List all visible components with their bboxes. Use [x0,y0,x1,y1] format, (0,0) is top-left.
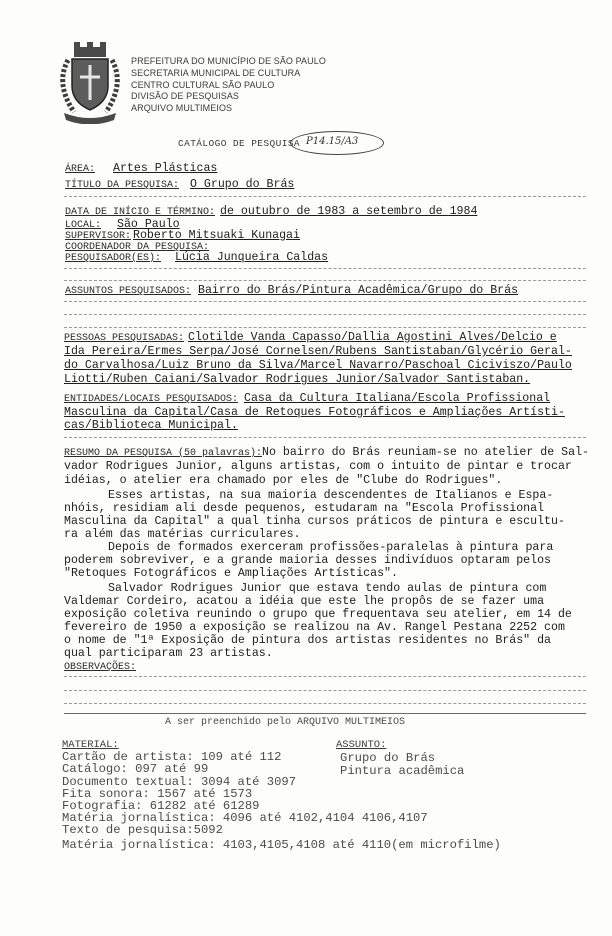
entidades-line: cas/Biblioteca Municipal. [64,419,238,432]
resumo-line: vador Rodrigues Junior, alguns artistas, com o intuito de pintar e trocar [64,460,572,473]
header-line-centro-cultural: CENTRO CULTURAL SÃO PAULO [131,80,275,90]
assunto-item: Grupo do Brás [340,751,436,765]
area-label: ÁREA: [65,164,96,175]
supervisor-label: SUPERVISOR: [65,231,132,242]
resumo-line: Valdemar Cordeiro, acatou a idéia que este lhe propôs de se fazer uma [64,595,545,608]
assuntos-value: Bairro do Brás/Pintura Acadêmica/Grupo do Brás [198,284,519,297]
data-value: de outubro de 1983 a setembro de 1984 [220,205,478,218]
material-item: Fotografia: 61282 até 61289 [62,799,260,813]
resumo-line: nhóis, residiam ali desde pequenos, estudaram na "Escola Profissional [64,502,545,515]
pesquisadores-value: Lúcia Junqueira Caldas [175,251,329,264]
coordenador-label: COORDENADOR DA PESQUISA: [65,242,210,253]
form-rule [64,280,586,281]
seal-ribbon [64,113,116,124]
pessoas-line: do Carvalhosa/Luiz Bruno da Silva/Marcel Navarro/Paschoal Ciciviszo/Paulo [64,359,572,372]
section-divider [64,713,586,714]
material-item: Documento textual: 3094 até 3097 [62,775,297,789]
header-line-prefeitura: PREFEITURA DO MUNICÍPIO DE SÃO PAULO [131,56,326,66]
resumo-line: exposição coletiva reunindo o grupo que frequentava seu atelier, em 14 de [64,608,572,621]
resumo-line: idéias, o atelier era chamado por eles de "Clube do Rodrigues". [64,474,503,487]
resumo-line: fevereiro de 1950 a exposição se realizou na Av. Rangel Pestana 2252 com [64,621,565,634]
pessoas-line: Ida Pereira/Ermes Serpa/José Cornelsen/Rubens Santistaban/Glycério Geral- [64,345,572,358]
local-value: São Paulo [117,218,180,231]
entidades-line: Masculina da Capital/Casa de Retoques Fotográficos e Ampliações Artísti- [64,406,565,419]
material-item: Fita sonora: 1567 até 1573 [62,787,253,801]
resumo-line: o nome de "1ª Exposição de pintura dos artistas residentes no Brás" da [64,634,552,647]
assunto-item: Pintura acadêmica [340,764,465,778]
resumo-line: poderem sobreviver, e a grande maioria desses indivíduos optaram pelos [64,554,552,567]
titulo-value: O Grupo do Brás [190,178,295,191]
form-rule [64,690,586,691]
coat-of-arms-icon [52,40,128,124]
header-line-divisao: DIVISÃO DE PESQUISAS [131,91,240,101]
resumo-line: Esses artistas, na sua maioria descendentes de Italianos e Espa- [108,489,554,502]
pessoas-line: Clotilde Vanda Capasso/Dallia Agostini Alves/Delcio e [188,331,557,344]
assuntos-label: ASSUNTOS PESQUISADOS: [65,286,192,297]
resumo-line: Masculina da Capital" a qual tinha cursos práticos de pintura e escultu- [64,515,565,528]
form-rule [64,301,586,302]
form-rule [64,676,586,677]
material-label: MATERIAL: [62,739,119,751]
entidades-label: ENTIDADES/LOCAIS PESQUISADOS: [64,394,239,405]
resumo-line: Salvador Rodrigues Junior que estava tendo aulas de pintura com [108,582,547,595]
form-rule [64,327,586,328]
local-label: LOCAL: [65,220,102,231]
pessoas-line: Liotti/Ruben Caiani/Salvador Rodrigues Junior/Salvador Santistaban. [64,373,531,386]
catalog-title: CATÁLOGO DE PESQUISA [178,138,301,149]
titulo-label: TÍTULO DA PESQUISA: [65,180,180,191]
catalog-stamp-code: P14.15/A3 [306,136,359,147]
material-item: Matéria jornalística: 4096 até 4102,4104 4106,4107 [62,811,428,825]
assunto-label: ASSUNTO: [336,739,387,751]
entidades-line: Casa da Cultura Italiana/Escola Profissional [244,392,551,405]
material-item: Matéria jornalística: 4103,4105,4108 até 4110(em microfilme) [62,838,501,852]
resumo-label: RESUMO DA PESQUISA (50 palavras): [64,448,263,459]
resumo-line: "Retoques Fotográficos e Ampliações Artísticas". [64,567,398,580]
seal-crown [74,42,106,57]
observacoes-label: OBSERVAÇÕES: [64,662,137,673]
header-line-secretaria: SECRETARIA MUNICIPAL DE CULTURA [131,68,301,78]
form-rule [64,196,586,197]
header-line-arquivo: ARQUIVO MULTIMEIOS [131,103,233,113]
form-rule [64,268,586,269]
form-rule [64,703,586,704]
resumo-line: No bairro do Brás reuniam-se no atelier de Sal- [262,446,589,459]
form-rule [64,314,586,315]
material-item: Texto de pesquisa:5092 [62,823,223,837]
pesquisadores-label: PESQUISADOR(ES): [65,253,162,264]
resumo-line: qual participaram 23 artistas. [64,647,273,660]
supervisor-value: Roberto Mitsuaki Kunagai [133,229,300,242]
resumo-line: ra além das matérias curriculares. [64,528,301,541]
pessoas-label: PESSOAS PESQUISADAS: [64,333,185,344]
archive-note: A ser preenchido pelo ARQUIVO MULTIMEIOS [165,717,406,728]
resumo-line: Depois de formados exerceram profissões-paralelas à pintura para [108,541,554,554]
data-label: DATA DE INÍCIO E TÉRMINO: [65,207,216,218]
material-item: Cartão de artista: 109 até 112 [62,750,282,764]
area-value: Artes Plásticas [113,162,218,175]
material-item: Catálogo: 097 até 99 [62,762,209,776]
form-rule [64,437,586,438]
